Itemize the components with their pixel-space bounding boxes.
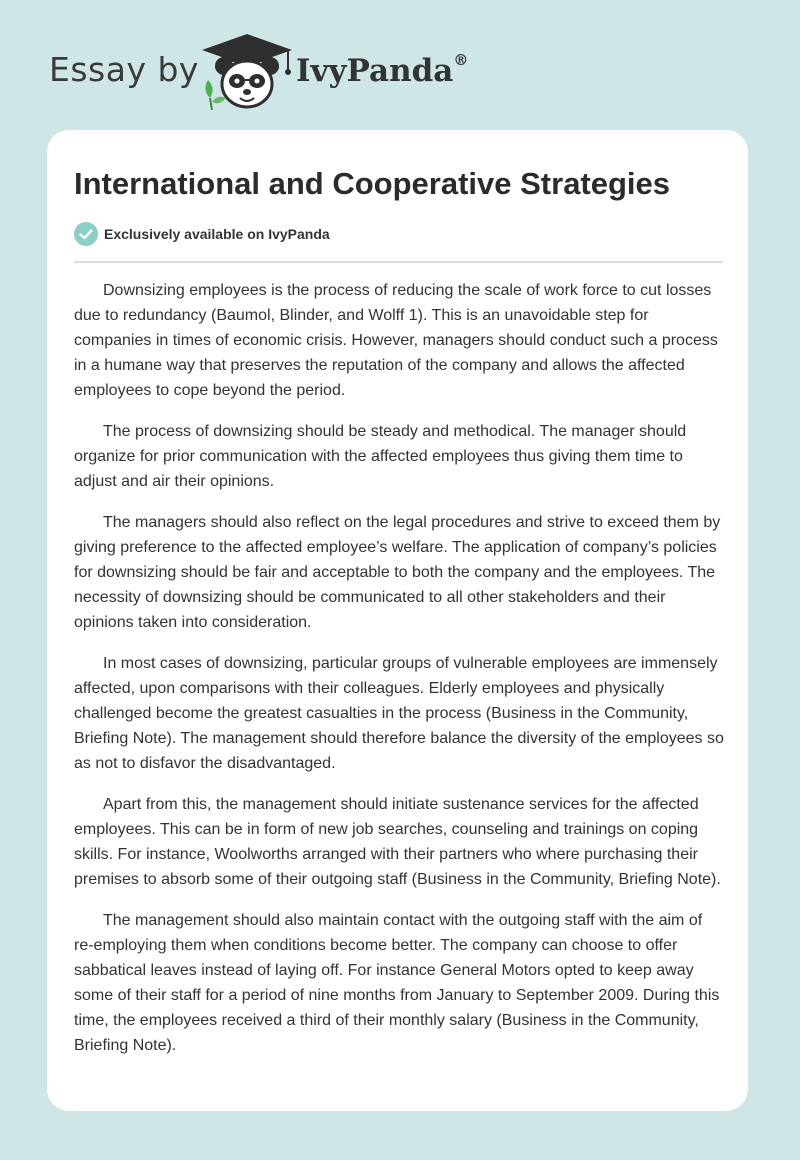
paragraph: Apart from this, the management should initiate sustenance services for the affected employees. This can be in form of new job searches, counseling and trainings on coping skills. For instance, Woolworths arranged with their partners who where purchasing their premises to absorb some of their outgoing staff (Business in the Community, Briefing Note). (74, 796, 721, 888)
essay-by-label: Essay by (49, 50, 199, 89)
paragraph: The managers should also reflect on the legal procedures and strive to exceed them by giving preference to the affected employee’s welfare. The application of company’s policies for downsizing should be fair and acceptable to both the company and the employees. The necessity of downsizing should be communicated to all other stakeholders and their opinions taken into consideration. (74, 514, 721, 631)
essay-body (74, 278, 726, 1074)
panda-graduate-logo-icon[interactable] (200, 32, 294, 112)
site-header (0, 0, 800, 130)
page-title: International and Cooperative Strategies (74, 166, 671, 201)
checkmark-circle-icon (74, 222, 98, 246)
exclusive-badge-label: Exclusively available on IvyPanda (104, 226, 330, 242)
registered-mark: ® (453, 51, 469, 69)
brand-text: IvyPanda (296, 53, 454, 89)
essay-card (47, 130, 748, 1111)
paragraph: The process of downsizing should be steady and methodical. The manager should organize for prior communication with the affected employees thus giving them time to adjust and air their opinions. (74, 423, 687, 490)
paragraph: The management should also maintain contact with the outgoing staff with the aim of re-employing them when conditions become better. The company can choose to offer sabbatical leaves instead of laying off. For instance General Motors opted to keep away some of their staff for a period of nine months from January to September 2009. During this time, the employees received a third of their monthly salary (Business in the Community, Briefing Note). (74, 912, 720, 1054)
brand-name[interactable] (296, 53, 468, 89)
paragraph: Downsizing employees is the process of reducing the scale of work force to cut losses due to redundancy (Baumol, Blinder, and Wolff 1). This is an unavoidable step for companies in times of economic crisis. However, managers should conduct such a process in a humane way that preserves the reputation of the company and allows the affected employees to cope beyond the period. (74, 282, 718, 399)
paragraph: In most cases of downsizing, particular groups of vulnerable employees are immensely affected, upon comparisons with their colleagues. Elderly employees and physically challenged become the greatest casualties in the process (Business in the Community, Briefing Note). The management should therefore balance the diversity of the employees so as not to disfavor the disadvantaged. (74, 655, 724, 772)
exclusive-badge (74, 222, 330, 246)
title-divider (74, 261, 723, 263)
